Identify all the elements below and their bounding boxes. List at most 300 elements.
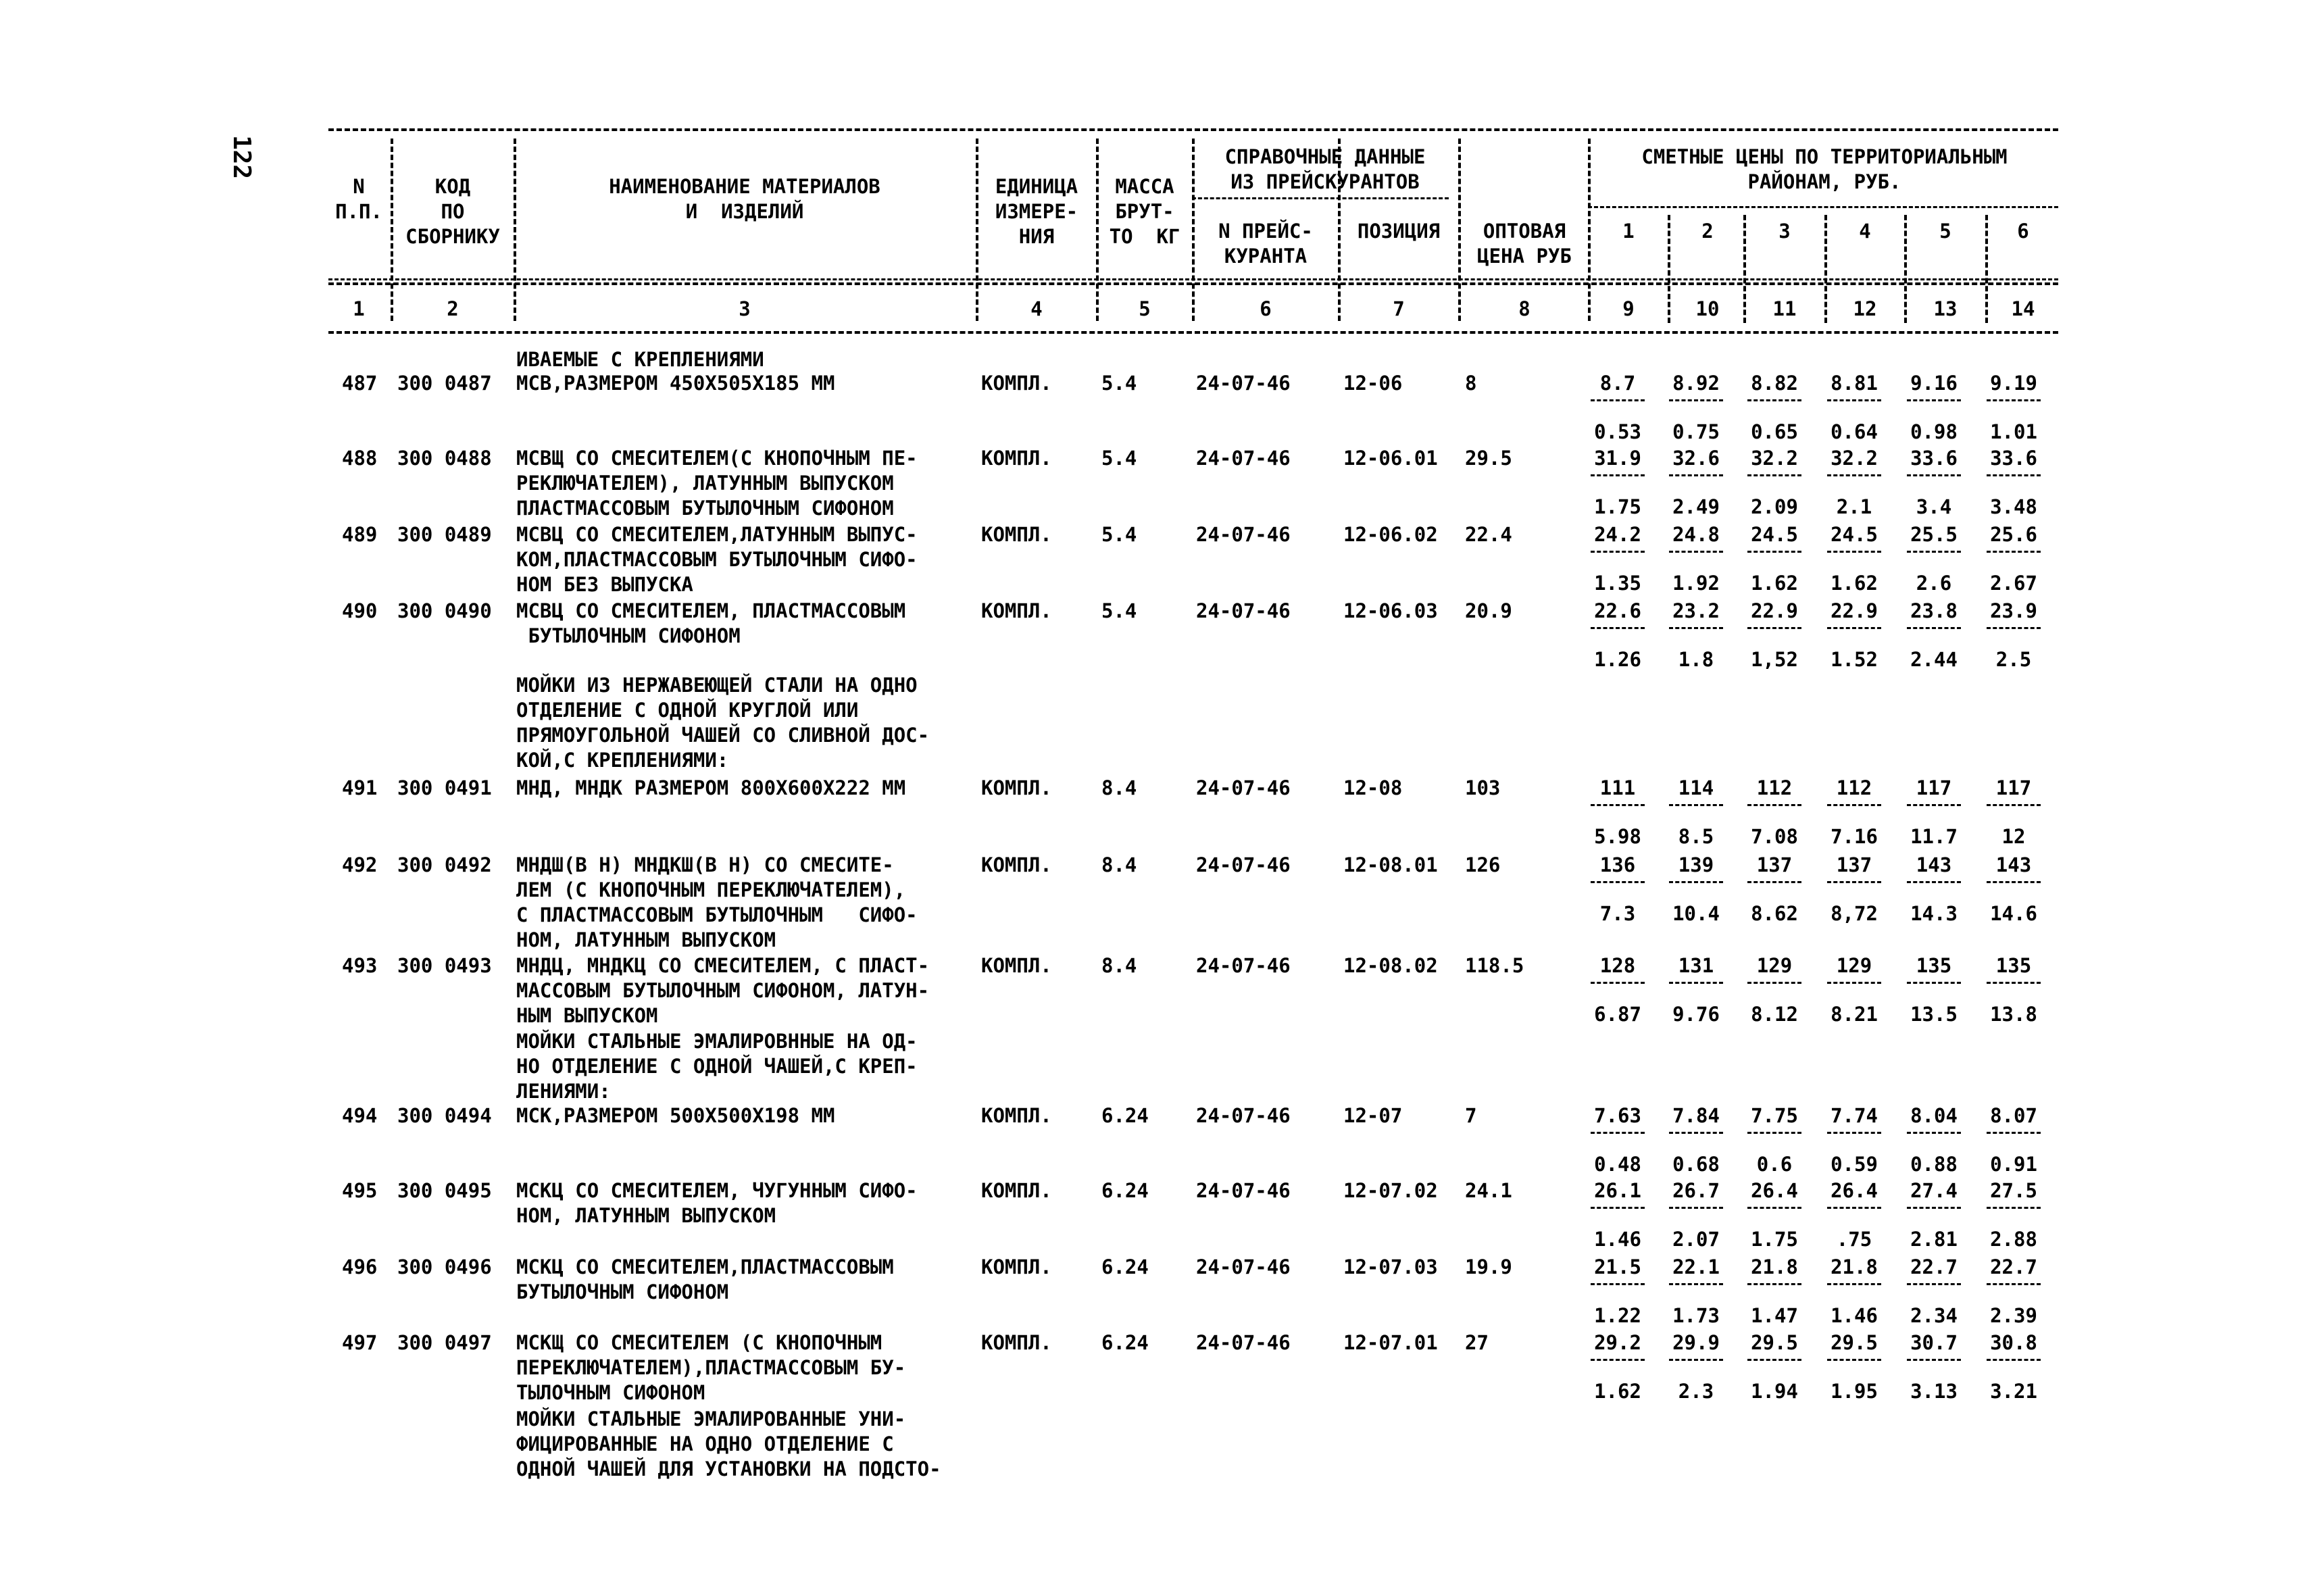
row-wholesale-price: 126: [1465, 853, 1501, 876]
row-fraction-bar: [1747, 1283, 1801, 1285]
row-fraction-bar: [1907, 1207, 1961, 1209]
section-heading-line: НО ОТДЕЛЕНИЕ С ОДНОЙ ЧАШЕЙ,С КРЕП-: [516, 1055, 918, 1078]
row-mass: 5.4: [1101, 372, 1137, 395]
section-heading-line: МОЙКИ СТАЛЬНЫЕ ЭМАЛИРОВННЫЕ НА ОД-: [516, 1030, 918, 1053]
row-region-price: 33.6: [1910, 447, 1958, 470]
row-region-price: 129: [1756, 954, 1793, 977]
row-fraction-bar: [1827, 1283, 1881, 1285]
row-region-price: 8.81: [1831, 372, 1878, 395]
row-region-wage: 2.81: [1910, 1228, 1958, 1251]
row-region-wage: 0.68: [1672, 1153, 1720, 1176]
row-region-price: 27.4: [1910, 1179, 1958, 1202]
row-code: 300 0495: [397, 1179, 492, 1202]
row-fraction-bar: [1669, 881, 1723, 883]
row-region-wage: 8,72: [1831, 902, 1878, 925]
row-fraction-bar: [1987, 399, 2041, 401]
row-position: 12-07.01: [1343, 1331, 1438, 1354]
row-region-wage: 9.76: [1672, 1003, 1720, 1026]
row-fraction-bar: [1747, 1207, 1801, 1209]
row-pricelist: 24-07-46: [1196, 776, 1291, 799]
row-fraction-bar: [1669, 804, 1723, 806]
row-region-wage: 6.87: [1594, 1003, 1641, 1026]
header-col-index: 11: [1772, 297, 1797, 320]
header-col-name: И ИЗДЕЛИЙ: [685, 200, 804, 223]
row-region-price: 22.9: [1751, 599, 1798, 622]
row-fraction-bar: [1669, 1283, 1723, 1285]
row-region-wage: 2.5: [1995, 648, 2032, 671]
row-pricelist: 24-07-46: [1196, 372, 1291, 395]
row-fraction-bar: [1591, 881, 1645, 883]
row-region-wage: 0.65: [1751, 420, 1798, 443]
header-col-index: 1: [353, 297, 365, 320]
row-name-line: МСКЦ СО СМЕСИТЕЛЕМ,ПЛАСТМАССОВЫМ: [516, 1255, 894, 1278]
row-region-wage: 8.21: [1831, 1003, 1878, 1026]
row-fraction-bar: [1591, 1132, 1645, 1134]
row-mass: 6.24: [1101, 1179, 1149, 1202]
row-name-line: НОМ, ЛАТУННЫМ ВЫПУСКОМ: [516, 1204, 776, 1227]
row-region-wage: 0.88: [1910, 1153, 1958, 1176]
section-heading-line: МОЙКИ ИЗ НЕРЖАВЕЮЩЕЙ СТАЛИ НА ОДНО: [516, 674, 918, 697]
row-unit: КОМПЛ.: [981, 1104, 1052, 1127]
row-region-price: 29.2: [1594, 1331, 1641, 1354]
row-region-wage: 2.44: [1910, 648, 1958, 671]
header-col-name: НАИМЕНОВАНИЕ МАТЕРИАЛОВ: [609, 175, 880, 198]
header-col-code: КОД: [434, 175, 471, 198]
row-code: 300 0487: [397, 372, 492, 395]
row-region-price: 32.6: [1672, 447, 1720, 470]
row-fraction-bar: [1747, 551, 1801, 553]
row-fraction-bar: [1747, 982, 1801, 984]
row-region-price: 26.4: [1751, 1179, 1798, 1202]
row-region-wage: 2.39: [1990, 1304, 2037, 1327]
row-region-wage: 7.16: [1831, 825, 1878, 848]
header-col-index: 7: [1393, 297, 1405, 320]
row-region-wage: 1.52: [1831, 648, 1878, 671]
row-pricelist: 24-07-46: [1196, 853, 1291, 876]
row-region-wage: 14.6: [1990, 902, 2037, 925]
row-region-price: 26.1: [1594, 1179, 1641, 1202]
row-region-price: 32.2: [1751, 447, 1798, 470]
row-fraction-bar: [1669, 982, 1723, 984]
row-region-price: 21.8: [1831, 1255, 1878, 1278]
row-fraction-bar: [1907, 551, 1961, 553]
header-group-regions: СМЕТНЫЕ ЦЕНЫ ПО ТЕРРИТОРИАЛЬНЫМ: [1641, 145, 2008, 168]
header-region-5: 5: [1939, 220, 1951, 243]
section-heading-line: ОДНОЙ ЧАШЕЙ ДЛЯ УСТАНОВКИ НА ПОДСТО-: [516, 1457, 941, 1480]
row-region-price: 9.19: [1990, 372, 2037, 395]
row-name-line: МСК,РАЗМЕРОМ 500Х500Х198 ММ: [516, 1104, 835, 1127]
row-fraction-bar: [1747, 1359, 1801, 1361]
row-name-line: МНДШ(В Н) МНДКШ(В Н) СО СМЕСИТЕ-: [516, 853, 894, 876]
row-unit: КОМПЛ.: [981, 954, 1052, 977]
row-region-price: 23.9: [1990, 599, 2037, 622]
row-fraction-bar: [1907, 399, 1961, 401]
row-pricelist: 24-07-46: [1196, 954, 1291, 977]
row-region-wage: 2.09: [1751, 495, 1798, 518]
row-fraction-bar: [1591, 551, 1645, 553]
row-unit: КОМПЛ.: [981, 372, 1052, 395]
row-fraction-bar: [1827, 551, 1881, 553]
row-region-price: 22.7: [1910, 1255, 1958, 1278]
row-fraction-bar: [1747, 881, 1801, 883]
header-col-index: 14: [2011, 297, 2035, 320]
row-fraction-bar: [1747, 1132, 1801, 1134]
row-fraction-bar: [1907, 627, 1961, 629]
row-fraction-bar: [1669, 551, 1723, 553]
row-fraction-bar: [1907, 1359, 1961, 1361]
row-region-price: 137: [1836, 853, 1872, 876]
section-heading-line: МОЙКИ СТАЛЬНЫЕ ЭМАЛИРОВАННЫЕ УНИ-: [516, 1407, 906, 1430]
row-unit: КОМПЛ.: [981, 853, 1052, 876]
row-mass: 5.4: [1101, 599, 1137, 622]
row-fraction-bar: [1827, 982, 1881, 984]
row-wholesale-price: 19.9: [1465, 1255, 1512, 1278]
row-region-wage: 7.3: [1599, 902, 1636, 925]
row-region-price: 31.9: [1594, 447, 1641, 470]
row-pricelist: 24-07-46: [1196, 1255, 1291, 1278]
row-fraction-bar: [1987, 804, 2041, 806]
row-region-wage: 0.98: [1910, 420, 1958, 443]
row-name-line: НОМ, ЛАТУННЫМ ВЫПУСКОМ: [516, 928, 776, 951]
row-code: 300 0491: [397, 776, 492, 799]
header-region-4: 4: [1859, 220, 1871, 243]
row-unit: КОМПЛ.: [981, 1331, 1052, 1354]
row-name-line: МНД, МНДК РАЗМЕРОМ 800Х600Х222 ММ: [516, 776, 906, 799]
row-region-wage: 2.1: [1836, 495, 1872, 518]
row-code: 300 0496: [397, 1255, 492, 1278]
header-col-index: 13: [1933, 297, 1958, 320]
row-region-wage: 1.8: [1678, 648, 1714, 671]
row-region-price: 117: [1916, 776, 1952, 799]
row-position: 12-08.01: [1343, 853, 1438, 876]
row-region-wage: 12: [2001, 825, 2026, 848]
row-region-wage: 8.5: [1678, 825, 1714, 848]
row-fraction-bar: [1669, 1207, 1723, 1209]
header-group-regions: РАЙОНАМ, РУБ.: [1747, 170, 1901, 193]
header-top-rule: [328, 128, 2058, 131]
row-region-price: 22.6: [1594, 599, 1641, 622]
row-region-wage: 1.92: [1672, 572, 1720, 595]
section-heading-line: ОТДЕЛЕНИЕ С ОДНОЙ КРУГЛОЙ ИЛИ: [516, 699, 859, 722]
header-region-6: 6: [2017, 220, 2029, 243]
row-region-wage: 13.8: [1990, 1003, 2037, 1026]
row-fraction-bar: [1907, 1132, 1961, 1134]
row-region-wage: 10.4: [1672, 902, 1720, 925]
row-mass: 8.4: [1101, 853, 1137, 876]
row-mass: 6.24: [1101, 1104, 1149, 1127]
header-col-number: N: [353, 175, 365, 198]
row-region-price: 23.2: [1672, 599, 1720, 622]
row-region-price: 135: [1995, 954, 2032, 977]
row-region-price: 143: [1916, 853, 1952, 876]
row-region-price: 26.4: [1831, 1179, 1878, 1202]
row-name-line: РЕКЛЮЧАТЕЛЕМ), ЛАТУННЫМ ВЫПУСКОМ: [516, 472, 894, 495]
row-region-price: 135: [1916, 954, 1952, 977]
row-wholesale-price: 24.1: [1465, 1179, 1512, 1202]
row-region-wage: 1.75: [1594, 495, 1641, 518]
header-sub-rule: [1588, 206, 2058, 208]
row-name-line: МНДЦ, МНДКЦ СО СМЕСИТЕЛЕМ, С ПЛАСТ-: [516, 954, 930, 977]
row-region-wage: 5.98: [1594, 825, 1641, 848]
row-region-wage: 14.3: [1910, 902, 1958, 925]
row-region-price: 22.1: [1672, 1255, 1720, 1278]
row-name-line: МСВЩ СО СМЕСИТЕЛЕМ(С КНОПОЧНЫМ ПЕ-: [516, 447, 918, 470]
row-region-price: 131: [1678, 954, 1714, 977]
row-region-price: 29.5: [1751, 1331, 1798, 1354]
header-col-pricelist: КУРАНТА: [1224, 245, 1308, 268]
row-number: 487: [342, 372, 378, 395]
header-group-reference: СПРАВОЧНЫЕ ДАННЫЕ: [1224, 145, 1426, 168]
header-bottom-rule: [328, 331, 2058, 334]
row-name-line: ЛЕМ (С КНОПОЧНЫМ ПЕРЕКЛЮЧАТЕЛЕМ),: [516, 878, 906, 901]
header-col-index: 8: [1518, 297, 1530, 320]
row-region-wage: 1.95: [1831, 1380, 1878, 1403]
header-col-wholesale: ЦЕНА РУБ: [1477, 245, 1572, 268]
row-fraction-bar: [1987, 1132, 2041, 1134]
section-heading-line: ПРЯМОУГОЛЬНОЙ ЧАШЕЙ СО СЛИВНОЙ ДОС-: [516, 724, 930, 747]
row-number: 497: [342, 1331, 378, 1354]
header-col-wholesale: ОПТОВАЯ: [1483, 220, 1566, 243]
header-col-index: 4: [1030, 297, 1043, 320]
row-region-wage: .75: [1836, 1228, 1872, 1251]
row-region-wage: 1.22: [1594, 1304, 1641, 1327]
row-region-wage: 2.67: [1990, 572, 2037, 595]
header-col-unit: НИЯ: [1018, 225, 1055, 248]
row-fraction-bar: [1591, 627, 1645, 629]
row-fraction-bar: [1591, 1359, 1645, 1361]
row-region-wage: 2.34: [1910, 1304, 1958, 1327]
row-name-line: С ПЛАСТМАССОВЫМ БУТЫЛОЧНЫМ СИФО-: [516, 903, 918, 926]
header-col-code: ПО: [441, 200, 465, 223]
row-region-wage: 1.46: [1594, 1228, 1641, 1251]
row-fraction-bar: [1591, 1283, 1645, 1285]
row-name-line: НЫМ ВЫПУСКОМ: [516, 1004, 658, 1027]
section-heading-line: ИВАЕМЫЕ С КРЕПЛЕНИЯМИ: [516, 348, 764, 371]
header-sub-rule: [1192, 197, 1449, 199]
row-fraction-bar: [1669, 1359, 1723, 1361]
row-region-wage: 1.94: [1751, 1380, 1798, 1403]
section-heading-line: ЛЕНИЯМИ:: [516, 1080, 611, 1103]
row-number: 489: [342, 523, 378, 546]
row-fraction-bar: [1747, 627, 1801, 629]
row-region-wage: 0.75: [1672, 420, 1720, 443]
row-region-price: 128: [1599, 954, 1636, 977]
row-fraction-bar: [1907, 1283, 1961, 1285]
row-region-wage: 1.62: [1751, 572, 1798, 595]
header-col-pricelist: N ПРЕЙС-: [1218, 220, 1313, 243]
row-fraction-bar: [1591, 474, 1645, 476]
row-region-wage: 2.88: [1990, 1228, 2037, 1251]
row-wholesale-price: 103: [1465, 776, 1501, 799]
row-position: 12-06.01: [1343, 447, 1438, 470]
row-wholesale-price: 22.4: [1465, 523, 1512, 546]
header-region-1: 1: [1622, 220, 1635, 243]
row-fraction-bar: [1907, 804, 1961, 806]
row-unit: КОМПЛ.: [981, 776, 1052, 799]
row-code: 300 0492: [397, 853, 492, 876]
row-mass: 5.4: [1101, 523, 1137, 546]
header-col-index: 3: [739, 297, 751, 320]
row-name-line: МСВЦ СО СМЕСИТЕЛЕМ, ПЛАСТМАССОВЫМ: [516, 599, 906, 622]
row-region-wage: 3.13: [1910, 1380, 1958, 1403]
row-mass: 8.4: [1101, 776, 1137, 799]
row-region-wage: 8.12: [1751, 1003, 1798, 1026]
row-region-wage: 2.49: [1672, 495, 1720, 518]
row-region-wage: 3.4: [1916, 495, 1952, 518]
section-heading-line: КОЙ,С КРЕПЛЕНИЯМИ:: [516, 749, 729, 772]
row-region-price: 24.5: [1831, 523, 1878, 546]
row-region-price: 143: [1995, 853, 2032, 876]
header-sub-rule: [328, 278, 2058, 280]
row-region-wage: 0.48: [1594, 1153, 1641, 1176]
header-col-code: СБОРНИКУ: [405, 225, 500, 248]
row-code: 300 0488: [397, 447, 492, 470]
row-fraction-bar: [1987, 474, 2041, 476]
row-number: 495: [342, 1179, 378, 1202]
row-fraction-bar: [1827, 627, 1881, 629]
row-fraction-bar: [1907, 474, 1961, 476]
row-region-price: 8.07: [1990, 1104, 2037, 1127]
row-position: 12-06: [1343, 372, 1403, 395]
row-unit: КОМПЛ.: [981, 523, 1052, 546]
row-mass: 6.24: [1101, 1255, 1149, 1278]
row-region-price: 24.5: [1751, 523, 1798, 546]
row-code: 300 0494: [397, 1104, 492, 1127]
row-fraction-bar: [1669, 399, 1723, 401]
row-region-wage: 11.7: [1910, 825, 1958, 848]
row-region-wage: 3.21: [1990, 1380, 2037, 1403]
row-position: 12-07.03: [1343, 1255, 1438, 1278]
row-region-price: 9.16: [1910, 372, 1958, 395]
row-region-price: 137: [1756, 853, 1793, 876]
row-fraction-bar: [1827, 474, 1881, 476]
row-fraction-bar: [1591, 982, 1645, 984]
row-wholesale-price: 7: [1465, 1104, 1477, 1127]
row-name-line: МСКЩ СО СМЕСИТЕЛЕМ (С КНОПОЧНЫМ: [516, 1331, 882, 1354]
row-fraction-bar: [1591, 399, 1645, 401]
row-fraction-bar: [1669, 627, 1723, 629]
row-name-line: МСВЦ СО СМЕСИТЕЛЕМ,ЛАТУННЫМ ВЫПУС-: [516, 523, 918, 546]
row-region-price: 112: [1836, 776, 1872, 799]
row-fraction-bar: [1987, 881, 2041, 883]
row-region-price: 7.75: [1751, 1104, 1798, 1127]
row-fraction-bar: [1669, 474, 1723, 476]
row-position: 12-06.03: [1343, 599, 1438, 622]
row-wholesale-price: 20.9: [1465, 599, 1512, 622]
row-fraction-bar: [1987, 551, 2041, 553]
row-name-line: МСКЦ СО СМЕСИТЕЛЕМ, ЧУГУННЫМ СИФО-: [516, 1179, 918, 1202]
row-region-price: 139: [1678, 853, 1714, 876]
row-fraction-bar: [1591, 1207, 1645, 1209]
row-region-price: 8.82: [1751, 372, 1798, 395]
row-fraction-bar: [1987, 982, 2041, 984]
row-name-line: БУТЫЛОЧНЫМ СИФОНОМ: [516, 624, 741, 647]
header-col-separator: [514, 139, 516, 321]
row-pricelist: 24-07-46: [1196, 1104, 1291, 1127]
row-fraction-bar: [1987, 1359, 2041, 1361]
row-region-wage: 13.5: [1910, 1003, 1958, 1026]
row-fraction-bar: [1747, 804, 1801, 806]
row-wholesale-price: 29.5: [1465, 447, 1512, 470]
row-number: 492: [342, 853, 378, 876]
row-name-line: ТЫЛОЧНЫМ СИФОНОМ: [516, 1381, 705, 1404]
row-position: 12-06.02: [1343, 523, 1438, 546]
row-region-wage: 1.47: [1751, 1304, 1798, 1327]
section-heading-line: ФИЦИРОВАННЫЕ НА ОДНО ОТДЕЛЕНИЕ С: [516, 1432, 894, 1455]
row-region-price: 29.9: [1672, 1331, 1720, 1354]
header-col-index: 6: [1260, 297, 1272, 320]
row-region-wage: 2.3: [1678, 1380, 1714, 1403]
row-region-price: 27.5: [1990, 1179, 2037, 1202]
row-code: 300 0490: [397, 599, 492, 622]
row-region-wage: 1.62: [1831, 572, 1878, 595]
row-fraction-bar: [1827, 1132, 1881, 1134]
row-fraction-bar: [1827, 1207, 1881, 1209]
row-pricelist: 24-07-46: [1196, 1179, 1291, 1202]
header-region-3: 3: [1778, 220, 1791, 243]
row-region-wage: 8.62: [1751, 902, 1798, 925]
row-fraction-bar: [1827, 881, 1881, 883]
header-col-index: 2: [447, 297, 459, 320]
row-number: 491: [342, 776, 378, 799]
row-region-price: 24.8: [1672, 523, 1720, 546]
row-region-price: 7.84: [1672, 1104, 1720, 1127]
header-group-reference: ИЗ ПРЕЙСКУРАНТОВ: [1230, 170, 1420, 193]
row-region-wage: 0.64: [1831, 420, 1878, 443]
row-region-price: 23.8: [1910, 599, 1958, 622]
row-position: 12-08.02: [1343, 954, 1438, 977]
row-region-price: 8.7: [1599, 372, 1636, 395]
row-wholesale-price: 8: [1465, 372, 1477, 395]
row-region-wage: 7.08: [1751, 825, 1798, 848]
row-number: 493: [342, 954, 378, 977]
row-unit: КОМПЛ.: [981, 1179, 1052, 1202]
row-region-wage: 1.26: [1594, 648, 1641, 671]
row-fraction-bar: [1907, 982, 1961, 984]
row-wholesale-price: 118.5: [1465, 954, 1524, 977]
row-pricelist: 24-07-46: [1196, 1331, 1291, 1354]
row-position: 12-08: [1343, 776, 1403, 799]
row-code: 300 0497: [397, 1331, 492, 1354]
row-fraction-bar: [1987, 627, 2041, 629]
row-region-wage: 1.62: [1594, 1380, 1641, 1403]
row-region-wage: 0.91: [1990, 1153, 2037, 1176]
row-name-line: НОМ БЕЗ ВЫПУСКА: [516, 573, 693, 596]
row-region-price: 22.9: [1831, 599, 1878, 622]
row-fraction-bar: [1987, 1283, 2041, 1285]
header-col-number: П.П.: [335, 200, 382, 223]
row-region-price: 117: [1995, 776, 2032, 799]
row-fraction-bar: [1669, 1132, 1723, 1134]
header-col-unit: ЕДИНИЦА: [995, 175, 1078, 198]
row-fraction-bar: [1747, 399, 1801, 401]
header-col-index: 9: [1622, 297, 1635, 320]
row-region-price: 32.2: [1831, 447, 1878, 470]
row-fraction-bar: [1907, 881, 1961, 883]
row-region-price: 21.5: [1594, 1255, 1641, 1278]
row-code: 300 0493: [397, 954, 492, 977]
header-col-unit: ИЗМЕРЕ-: [995, 200, 1078, 223]
row-region-price: 136: [1599, 853, 1636, 876]
row-region-price: 24.2: [1594, 523, 1641, 546]
row-region-wage: 1,52: [1751, 648, 1798, 671]
row-region-price: 21.8: [1751, 1255, 1798, 1278]
header-col-mass: ТО КГ: [1109, 225, 1180, 248]
row-region-price: 129: [1836, 954, 1872, 977]
row-region-price: 26.7: [1672, 1179, 1720, 1202]
row-number: 494: [342, 1104, 378, 1127]
row-region-price: 8.04: [1910, 1104, 1958, 1127]
